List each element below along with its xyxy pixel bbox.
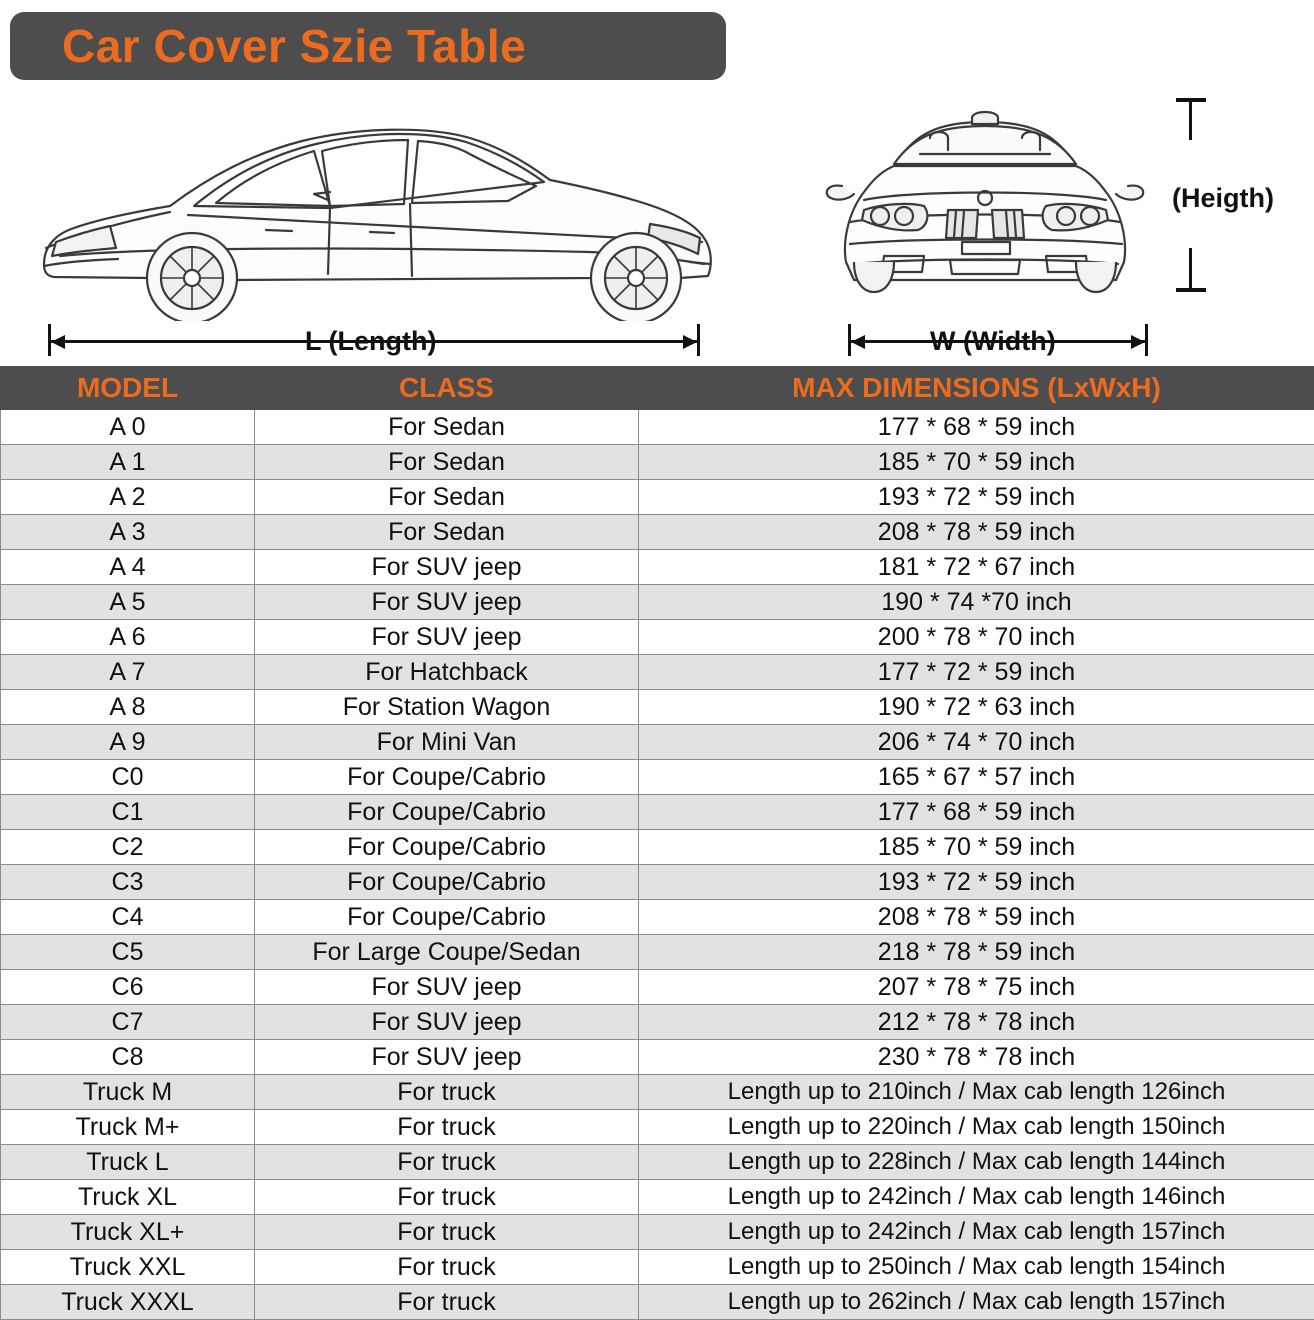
table-row bbox=[1, 480, 1314, 515]
table-row bbox=[1, 900, 1314, 935]
cell-model: Truck M bbox=[1, 1075, 255, 1110]
cell-model: Truck XXXL bbox=[1, 1285, 255, 1320]
cell-model: A 8 bbox=[1, 690, 255, 725]
cell-model: C3 bbox=[1, 865, 255, 900]
table-row bbox=[1, 1285, 1314, 1320]
size-table bbox=[0, 366, 1314, 1320]
title-bar bbox=[10, 12, 726, 80]
table-row bbox=[1, 725, 1314, 760]
cell-model: C7 bbox=[1, 1005, 255, 1040]
cell-dimensions: 177 * 68 * 59 inch bbox=[639, 410, 1314, 445]
width-arrow-right bbox=[1131, 335, 1145, 349]
cell-dimensions: 177 * 68 * 59 inch bbox=[639, 795, 1314, 830]
cell-model: A 0 bbox=[1, 410, 255, 445]
table-row bbox=[1, 1110, 1314, 1145]
table-row bbox=[1, 865, 1314, 900]
cell-dimensions: 165 * 67 * 57 inch bbox=[639, 760, 1314, 795]
cell-class: For Sedan bbox=[255, 480, 639, 515]
cell-class: For Coupe/Cabrio bbox=[255, 830, 639, 865]
cell-dimensions: Length up to 262inch / Max cab length 157inch bbox=[639, 1285, 1314, 1320]
cell-dimensions: 177 * 72 * 59 inch bbox=[639, 655, 1314, 690]
table-row bbox=[1, 935, 1314, 970]
cell-model: Truck L bbox=[1, 1145, 255, 1180]
cell-class: For SUV jeep bbox=[255, 1040, 639, 1075]
table-row bbox=[1, 1040, 1314, 1075]
cell-class: For Hatchback bbox=[255, 655, 639, 690]
cell-class: For truck bbox=[255, 1145, 639, 1180]
table-body bbox=[1, 410, 1314, 1320]
cell-dimensions: 193 * 72 * 59 inch bbox=[639, 865, 1314, 900]
cell-model: A 4 bbox=[1, 550, 255, 585]
table-row bbox=[1, 1215, 1314, 1250]
cell-class: For SUV jeep bbox=[255, 585, 639, 620]
table-row bbox=[1, 410, 1314, 445]
cell-class: For SUV jeep bbox=[255, 970, 639, 1005]
cell-class: For SUV jeep bbox=[255, 620, 639, 655]
page-title: Car Cover Szie Table bbox=[62, 23, 526, 69]
table-row bbox=[1, 515, 1314, 550]
table-row bbox=[1, 970, 1314, 1005]
height-line-bottom bbox=[1189, 248, 1192, 290]
height-label: (Heigth) bbox=[1172, 183, 1274, 214]
cell-model: A 6 bbox=[1, 620, 255, 655]
cell-class: For Sedan bbox=[255, 445, 639, 480]
cell-model: Truck XXL bbox=[1, 1250, 255, 1285]
length-label: L (Length) bbox=[305, 326, 436, 357]
cell-class: For truck bbox=[255, 1215, 639, 1250]
cell-model: A 1 bbox=[1, 445, 255, 480]
cell-dimensions: 206 * 74 * 70 inch bbox=[639, 725, 1314, 760]
cell-dimensions: 185 * 70 * 59 inch bbox=[639, 830, 1314, 865]
car-front-view-icon bbox=[820, 94, 1150, 324]
length-arrow-left bbox=[51, 335, 65, 349]
cell-class: For truck bbox=[255, 1180, 639, 1215]
table-row bbox=[1, 445, 1314, 480]
table-row bbox=[1, 690, 1314, 725]
cell-dimensions: 200 * 78 * 70 inch bbox=[639, 620, 1314, 655]
cell-dimensions: Length up to 210inch / Max cab length 126inch bbox=[639, 1075, 1314, 1110]
cell-dimensions: 218 * 78 * 59 inch bbox=[639, 935, 1314, 970]
table-row bbox=[1, 620, 1314, 655]
cell-class: For truck bbox=[255, 1110, 639, 1145]
cell-model: C5 bbox=[1, 935, 255, 970]
cell-class: For truck bbox=[255, 1075, 639, 1110]
table-row bbox=[1, 795, 1314, 830]
cell-class: For Mini Van bbox=[255, 725, 639, 760]
cell-dimensions: 207 * 78 * 75 inch bbox=[639, 970, 1314, 1005]
cell-dimensions: 208 * 78 * 59 inch bbox=[639, 515, 1314, 550]
cell-class: For SUV jeep bbox=[255, 1005, 639, 1040]
cell-class: For Coupe/Cabrio bbox=[255, 900, 639, 935]
width-arrow-left bbox=[851, 335, 865, 349]
cell-dimensions: Length up to 250inch / Max cab length 154inch bbox=[639, 1250, 1314, 1285]
cell-class: For Coupe/Cabrio bbox=[255, 865, 639, 900]
cell-model: Truck M+ bbox=[1, 1110, 255, 1145]
cell-model: Truck XL bbox=[1, 1180, 255, 1215]
table-row bbox=[1, 550, 1314, 585]
cell-class: For truck bbox=[255, 1285, 639, 1320]
table-row bbox=[1, 1250, 1314, 1285]
cell-dimensions: Length up to 228inch / Max cab length 144inch bbox=[639, 1145, 1314, 1180]
cell-dimensions: 212 * 78 * 78 inch bbox=[639, 1005, 1314, 1040]
cell-model: A 9 bbox=[1, 725, 255, 760]
header-dimensions: MAX DIMENSIONS (LxWxH) bbox=[639, 367, 1314, 410]
cell-dimensions: Length up to 242inch / Max cab length 146inch bbox=[639, 1180, 1314, 1215]
cell-model: A 5 bbox=[1, 585, 255, 620]
cell-class: For SUV jeep bbox=[255, 550, 639, 585]
cell-model: C4 bbox=[1, 900, 255, 935]
cell-dimensions: 208 * 78 * 59 inch bbox=[639, 900, 1314, 935]
cell-model: A 2 bbox=[1, 480, 255, 515]
cell-model: C1 bbox=[1, 795, 255, 830]
table-row bbox=[1, 760, 1314, 795]
height-line-top bbox=[1189, 98, 1192, 140]
header-class: CLASS bbox=[255, 367, 639, 410]
cell-model: A 3 bbox=[1, 515, 255, 550]
height-tick-bottom bbox=[1176, 288, 1206, 292]
cell-model: C2 bbox=[1, 830, 255, 865]
table-row bbox=[1, 1180, 1314, 1215]
width-label: W (Width) bbox=[930, 326, 1056, 357]
cell-class: For truck bbox=[255, 1250, 639, 1285]
table-row bbox=[1, 1145, 1314, 1180]
cell-dimensions: 193 * 72 * 59 inch bbox=[639, 480, 1314, 515]
cell-class: For Sedan bbox=[255, 515, 639, 550]
cell-model: C6 bbox=[1, 970, 255, 1005]
car-side-view-icon bbox=[30, 96, 730, 326]
width-tick-right bbox=[1145, 324, 1148, 356]
cell-class: For Station Wagon bbox=[255, 690, 639, 725]
cell-dimensions: 230 * 78 * 78 inch bbox=[639, 1040, 1314, 1075]
cell-dimensions: 190 * 72 * 63 inch bbox=[639, 690, 1314, 725]
cell-dimensions: 185 * 70 * 59 inch bbox=[639, 445, 1314, 480]
cell-dimensions: Length up to 220inch / Max cab length 150inch bbox=[639, 1110, 1314, 1145]
table-row bbox=[1, 1005, 1314, 1040]
cell-class: For Sedan bbox=[255, 410, 639, 445]
table-row bbox=[1, 655, 1314, 690]
cell-model: Truck XL+ bbox=[1, 1215, 255, 1250]
cell-dimensions: 190 * 74 *70 inch bbox=[639, 585, 1314, 620]
header-model: MODEL bbox=[1, 367, 255, 410]
cell-dimensions: 181 * 72 * 67 inch bbox=[639, 550, 1314, 585]
length-arrow-right bbox=[683, 335, 697, 349]
cell-dimensions: Length up to 242inch / Max cab length 157inch bbox=[639, 1215, 1314, 1250]
table-header-row bbox=[1, 367, 1314, 410]
cell-model: C8 bbox=[1, 1040, 255, 1075]
cell-class: For Coupe/Cabrio bbox=[255, 795, 639, 830]
cell-model: C0 bbox=[1, 760, 255, 795]
table-row bbox=[1, 830, 1314, 865]
cell-class: For Large Coupe/Sedan bbox=[255, 935, 639, 970]
cell-class: For Coupe/Cabrio bbox=[255, 760, 639, 795]
cell-model: A 7 bbox=[1, 655, 255, 690]
table-row bbox=[1, 585, 1314, 620]
length-tick-right bbox=[697, 324, 700, 356]
illustration-area bbox=[0, 88, 1314, 368]
table-row bbox=[1, 1075, 1314, 1110]
